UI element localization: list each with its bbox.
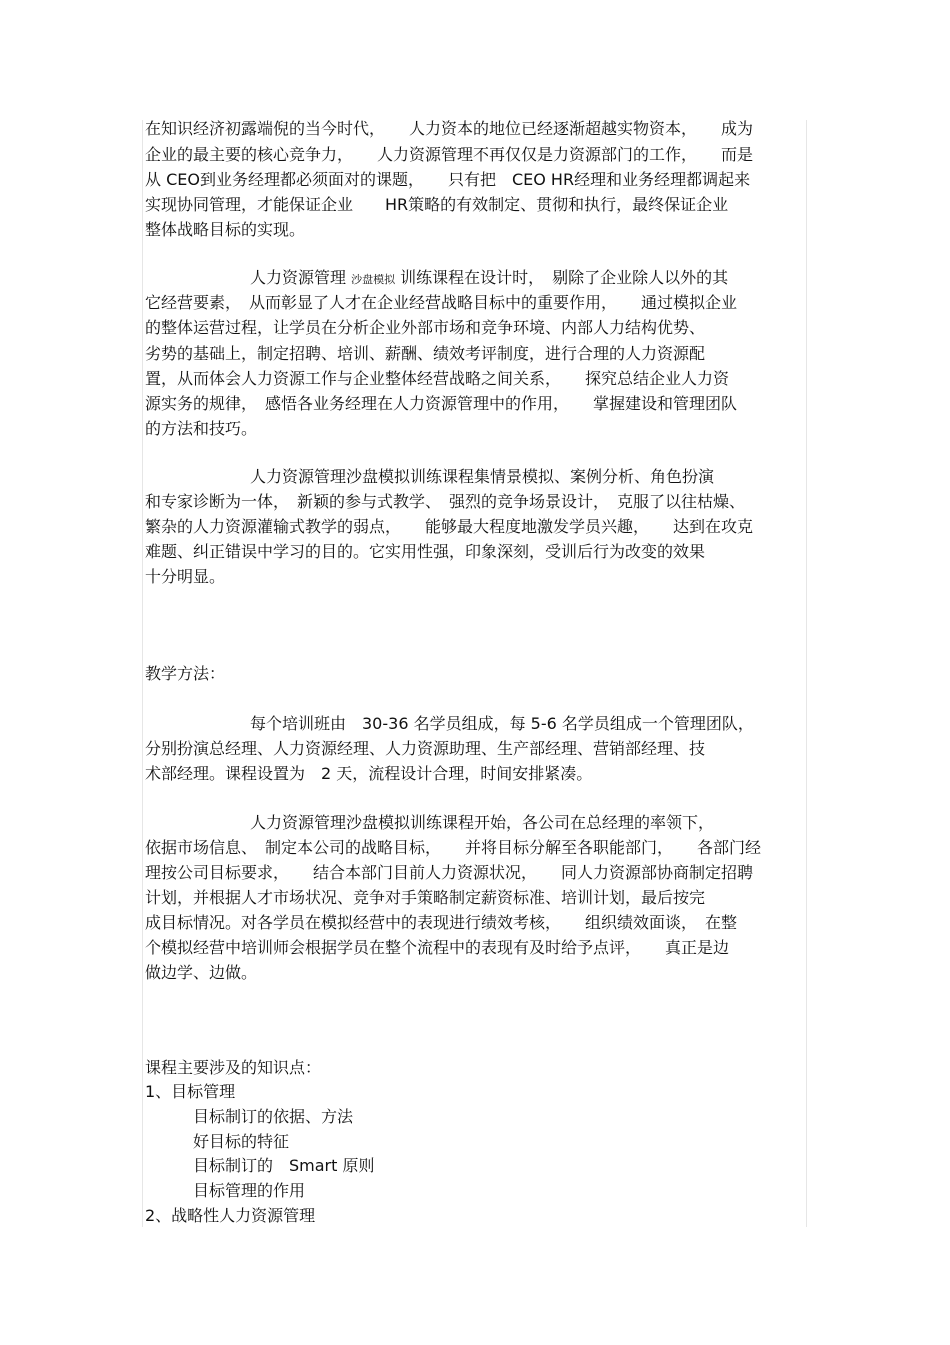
intro-line: 企业的最主要的核心竞争力， 人力资源管理不再仅仅是力资源部门的工作， 而是 (145, 145, 754, 164)
para3-line: 和专家诊断为一体， 新颖的参与式教学、 强烈的竞争场景设计， 克服了以往枯燥、 (145, 492, 746, 511)
knowledge-subitem: 目标制订的 Smart 原则 (193, 1156, 375, 1175)
left-margin-rule (142, 120, 143, 1227)
para2-line: 的整体运营过程，让学员在分析企业外部市场和竞争环境、内部人力结构优势、 (145, 318, 706, 337)
intro-line: 实现协同管理，才能保证企业 HR策略的有效制定、贯彻和执行，最终保证企业 (145, 195, 729, 214)
para2-line: 置，从而体会人力资源工作与企业整体经营战略之间关系， 探究总结企业人力资 (145, 369, 730, 388)
para2-lead-after: 训练课程在设计时， 剔除了企业除人以外的其 (395, 268, 729, 287)
method-para2-line: 成目标情况。对各学员在模拟经营中的表现进行绩效考核， 组织绩效面谈， 在整 (145, 913, 738, 932)
intro-line: 从 CEO到业务经理都必须面对的课题， 只有把 CEO HR经理和业务经理都调起来 (145, 170, 751, 189)
para2-line: 的方法和技巧。 (145, 419, 258, 438)
method-para2-line: 依据市场信息、 制定本公司的战略目标， 并将目标分解至各职能部门， 各部门经 (145, 838, 762, 857)
knowledge-heading: 课程主要涉及的知识点： (145, 1058, 322, 1077)
knowledge-item: 2、战略性人力资源管理 (145, 1206, 316, 1225)
method-para2-line: 做边学、边做。 (145, 963, 258, 982)
method-para2-line: 理按公司目标要求， 结合本部门目前人力资源状况， 同人力资源部协商制定招聘 (145, 863, 754, 882)
method-heading: 教学方法： (145, 664, 226, 683)
intro-line: 整体战略目标的实现。 (145, 220, 306, 239)
para2-lead-small: 沙盘模拟 (351, 273, 396, 286)
right-margin-rule (806, 120, 807, 1227)
para3-line: 十分明显。 (145, 567, 226, 586)
knowledge-subitem: 好目标的特征 (193, 1132, 290, 1151)
method-para2-lead: 人力资源管理沙盘模拟训练课程开始，各公司在总经理的率领下， (250, 813, 715, 832)
para3-lead-line: 人力资源管理沙盘模拟训练课程集情景模拟、案例分析、角色扮演 (250, 467, 715, 486)
knowledge-subitem: 目标管理的作用 (193, 1181, 306, 1200)
knowledge-subitem: 目标制订的依据、方法 (193, 1107, 354, 1126)
knowledge-item: 1、目标管理 (145, 1082, 236, 1101)
para2-line: 它经营要素， 从而彰显了人才在企业经营战略目标中的重要作用， 通过模拟企业 (145, 293, 738, 312)
method-para2-line: 个模拟经营中培训师会根据学员在整个流程中的表现有及时给予点评， 真正是边 (145, 938, 730, 957)
para2-line: 源实务的规律， 感悟各业务经理在人力资源管理中的作用， 掌握建设和管理团队 (145, 394, 738, 413)
method-para1-line: 术部经理。课程设置为 2 天，流程设计合理，时间安排紧凑。 (145, 764, 593, 783)
para2-lead-line (250, 268, 728, 288)
para3-line: 繁杂的人力资源灌输式教学的弱点， 能够最大程度地激发学员兴趣， 达到在攻克 (145, 517, 754, 536)
intro-line: 在知识经济初露端倪的当今时代， 人力资本的地位已经逐渐超越实物资本， 成为 (145, 119, 754, 138)
method-para1-lead: 每个培训班由 30-36 名学员组成，每 5-6 名学员组成一个管理团队， (250, 714, 754, 733)
method-para2-line: 计划，并根据人才市场状况、竞争对手策略制定薪资标准、培训计划，最后按完 (145, 888, 706, 907)
para2-lead-before: 人力资源管理 (250, 268, 352, 287)
para2-line: 劣势的基础上，制定招聘、培训、薪酬、绩效考评制度，进行合理的人力资源配 (145, 344, 706, 363)
para3-line: 难题、纠正错误中学习的目的。它实用性强，印象深刻，受训后行为改变的效果 (145, 542, 706, 561)
method-para1-line: 分别扮演总经理、人力资源经理、人力资源助理、生产部经理、营销部经理、技 (145, 739, 706, 758)
